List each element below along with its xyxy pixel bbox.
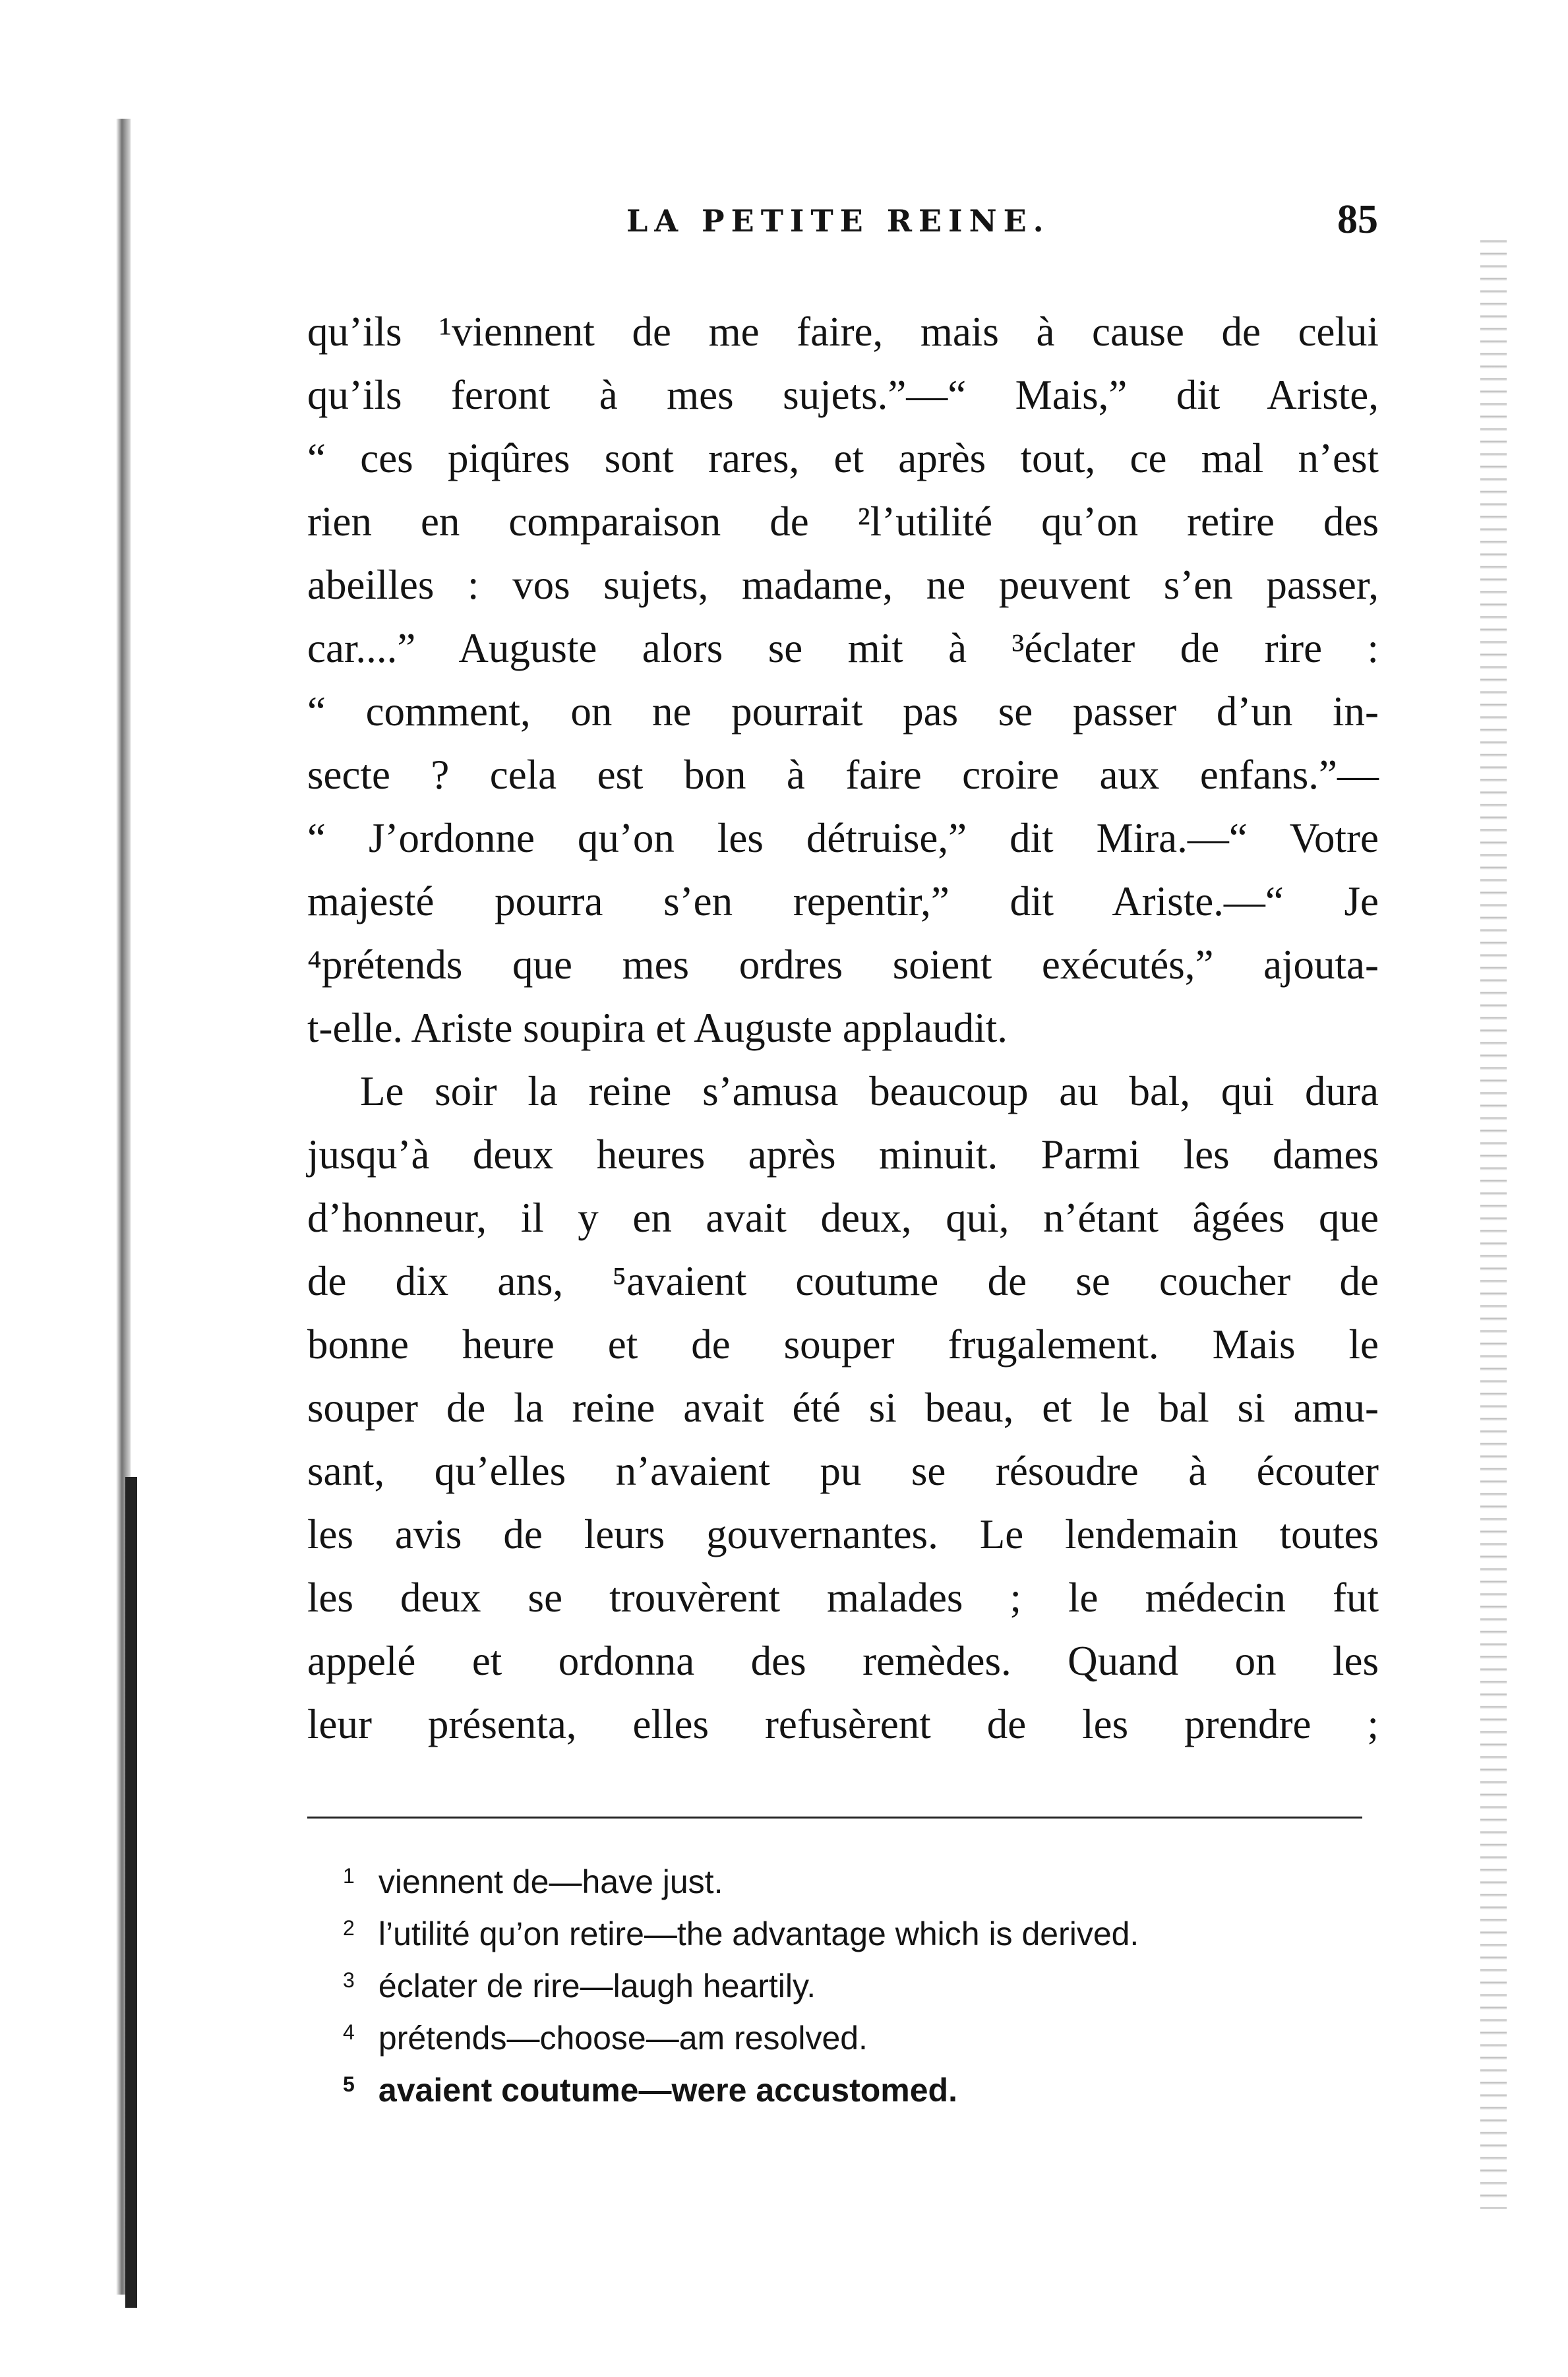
footnote-divider <box>307 1817 1362 1819</box>
text-line: “ J’ordonne qu’on les détruise,” dit Mira.—“ Votre <box>307 815 1379 861</box>
text-line: “ ces piqûres sont rares, et après tout, ce mal n’est <box>307 435 1379 481</box>
scan-edge-binding <box>125 1477 137 2308</box>
running-head <box>310 197 1378 256</box>
text-line: sant, qu’elles n’avaient pu se résoudre à écouter <box>307 1448 1379 1494</box>
footnote-text: éclater de rire—laugh heartily. <box>378 1968 816 2004</box>
text-line: “ comment, on ne pourrait pas se passer d’un in- <box>307 688 1379 735</box>
text-line: leur présenta, elles refusèrent de les prendre ; <box>307 1701 1379 1747</box>
footnote-number: 1 <box>343 1864 355 1888</box>
text-line: rien en comparaison de ²l’utilité qu’on retire des <box>307 498 1379 545</box>
scan-edge-shadow-right <box>1480 231 1507 2209</box>
text-line: ⁴prétends que mes ordres soient exécutés,” ajouta- <box>307 942 1379 988</box>
footnote-number: 2 <box>343 1916 355 1940</box>
text-line: bonne heure et de souper frugalement. Mais le <box>307 1321 1379 1368</box>
footnote-text: prétends—choose—am resolved. <box>378 2020 868 2057</box>
footnote-text: viennent de—have just. <box>378 1863 723 1900</box>
running-title: LA PETITE REINE. <box>626 203 1050 239</box>
footnote-text: l’utilité qu’on retire—the advantage which is derived. <box>378 1915 1139 1952</box>
footnote-number: 3 <box>343 1968 355 1992</box>
body-text <box>307 300 1379 1756</box>
text-line: car....” Auguste alors se mit à ³éclater de rire : <box>307 625 1379 671</box>
text-line: qu’ils ¹viennent de me faire, mais à cause de celui <box>307 309 1379 355</box>
footnote <box>343 2012 1372 2064</box>
text-line: d’honneur, il y en avait deux, qui, n’étant âgées que <box>307 1195 1379 1241</box>
footnote <box>343 2064 1372 2117</box>
text-line: secte ? cela est bon à faire croire aux enfans.”— <box>307 752 1379 798</box>
text-line: majesté pourra s’en repentir,” dit Ariste.—“ Je <box>307 878 1379 924</box>
text-line: les deux se trouvèrent malades ; le médecin fut <box>307 1575 1379 1621</box>
footnote-text: avaient coutume—were accustomed. <box>378 2072 957 2109</box>
footnote-number: 4 <box>343 2020 355 2044</box>
footnotes <box>343 1856 1372 2117</box>
footnote <box>343 1908 1372 1960</box>
footnote <box>343 1960 1372 2012</box>
text-line: t-elle. Ariste soupira et Auguste applaudit. <box>307 1005 1008 1051</box>
text-line: jusqu’à deux heures après minuit. Parmi les dames <box>307 1131 1379 1178</box>
footnote-number: 5 <box>343 2072 355 2096</box>
page-number: 85 <box>1337 197 1378 242</box>
text-line: qu’ils feront à mes sujets.”—“ Mais,” dit Ariste, <box>307 372 1379 418</box>
footnote <box>343 1856 1372 1908</box>
paragraph-start-line: Le soir la reine s’amusa beaucoup au bal, qui dura <box>360 1068 1379 1114</box>
text-line: appelé et ordonna des remèdes. Quand on les <box>307 1638 1379 1684</box>
text-line: les avis de leurs gouvernantes. Le lendemain toutes <box>307 1511 1379 1557</box>
text-line: de dix ans, ⁵avaient coutume de se coucher de <box>307 1258 1379 1304</box>
text-line: abeilles : vos sujets, madame, ne peuvent s’en passer, <box>307 562 1379 608</box>
text-line: souper de la reine avait été si beau, et le bal si amu- <box>307 1385 1379 1431</box>
